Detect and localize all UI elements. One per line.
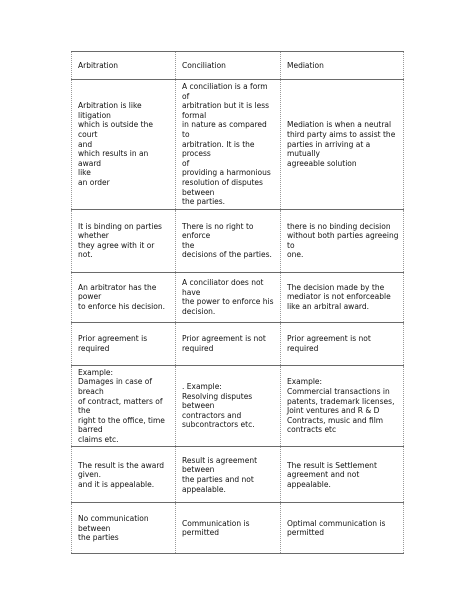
table-cell	[281, 80, 404, 210]
table-cell	[281, 209, 404, 272]
table-cell	[281, 447, 404, 503]
table-row	[72, 80, 404, 210]
cell-text: Example: Damages in case of breach of contract, matters of the right to the office, time barred claims etc.	[78, 367, 165, 444]
cell-text: Optimal communication is permitted	[287, 518, 386, 538]
table-cell	[176, 503, 281, 554]
table-cell	[176, 209, 281, 272]
table-cell	[72, 209, 176, 272]
cell-text: A conciliator does not have the power to enforce his decision.	[182, 278, 274, 316]
table-row	[72, 503, 404, 554]
table-cell	[176, 365, 281, 447]
table-cell	[281, 272, 404, 322]
cell-text: Prior agreement is not required	[182, 334, 266, 353]
table-row	[72, 322, 404, 365]
table-cell	[281, 503, 404, 554]
header-label: Mediation	[287, 60, 324, 70]
cell-text: Prior agreement is not required	[287, 334, 371, 353]
comparison-table	[71, 51, 404, 554]
cell-text: The result is Settlement agreement and not appealable.	[287, 460, 377, 489]
table-cell	[281, 365, 404, 447]
header-label: Arbitration	[78, 60, 119, 70]
table-cell	[281, 322, 404, 365]
cell-text: No communication between the parties	[78, 514, 149, 543]
cell-text: Prior agreement is required	[78, 334, 148, 353]
table-cell	[176, 322, 281, 365]
table-cell	[72, 322, 176, 365]
cell-text: Example: Commercial transactions in patents, trademark licenses, Joint ventures and R & D Contracts, music and film contracts etc	[287, 377, 395, 435]
table-cell	[72, 447, 176, 503]
table-cell	[72, 365, 176, 447]
table-cell	[176, 447, 281, 503]
table-row	[72, 447, 404, 503]
header-label: Conciliation	[182, 60, 226, 70]
table-row	[72, 272, 404, 322]
cell-text: The result is the award given. and it is appealable.	[78, 460, 165, 489]
cell-text: An arbitrator has the power to enforce his decision.	[78, 282, 165, 312]
cell-text: there is no binding decision without both parties agreeing to one.	[287, 221, 399, 260]
cell-text: The decision made by the mediator is not enforceable like an arbitral award.	[287, 282, 391, 312]
table-row	[72, 209, 404, 272]
table-header-row	[72, 52, 404, 80]
cell-text: Mediation is when a neutral third party aims to assist the parties in arriving at a mutually agreeable solution	[287, 120, 396, 168]
cell-text: Arbitration is like litigation which is outside the court and which results in an award like an order	[78, 101, 153, 187]
header-cell-arbitration	[72, 52, 176, 80]
table-cell	[72, 503, 176, 554]
cell-text: . Example: Resolving disputes between contractors and subcontractors etc.	[182, 382, 255, 430]
cell-text: It is binding on parties whether they agree with it or not.	[78, 221, 162, 260]
cell-text: There is no right to enforce the decisions of the parties.	[182, 221, 272, 260]
cell-text: Communication is permitted	[182, 518, 250, 538]
header-cell-mediation	[281, 52, 404, 80]
header-cell-conciliation	[176, 52, 281, 80]
table-cell	[176, 272, 281, 322]
table-cell	[72, 272, 176, 322]
table-cell	[72, 80, 176, 210]
cell-text: A conciliation is a form of arbitration but it is less formal in nature as compared to arbitration. It is the process of providing a harmonious resolution of disputes between the parties.	[182, 82, 271, 207]
table-cell	[176, 80, 281, 210]
table-row	[72, 365, 404, 447]
cell-text: Result is agreement between the parties and not appealable.	[182, 455, 258, 494]
